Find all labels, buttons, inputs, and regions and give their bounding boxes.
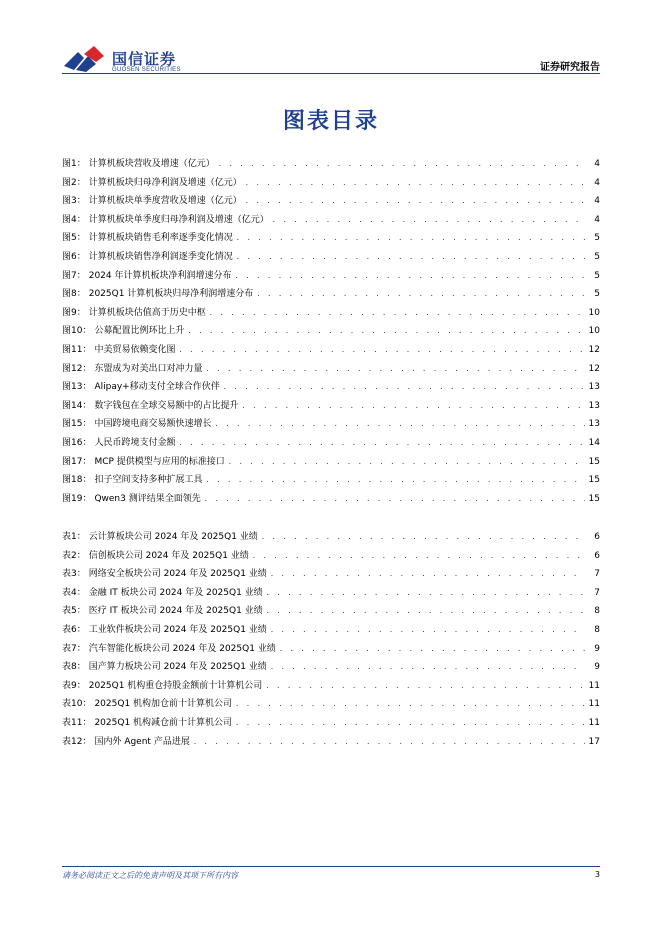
entry-label: 表5：: [62, 606, 86, 617]
entry-title: 汽车智能化板块公司 2024 年及 2025Q1 业绩: [88, 643, 276, 654]
entry-page-number: 4: [594, 177, 600, 188]
table-toc-entry[interactable]: [62, 585, 600, 604]
dot-leader: [272, 216, 585, 224]
entry-page-number: 15: [588, 475, 600, 486]
entry-label: 表4：: [62, 587, 86, 598]
entry-page-number: 9: [594, 643, 600, 654]
entry-label: 图11：: [62, 344, 92, 355]
dot-leader: [235, 719, 585, 727]
figure-toc-entry[interactable]: [62, 286, 600, 305]
entry-title: 计算机板块销售毛利率逐季变化情况: [88, 233, 233, 244]
entry-page-number: 5: [594, 251, 600, 262]
figure-toc-entry[interactable]: [62, 268, 600, 287]
entry-page-number: 10: [588, 326, 600, 337]
entry-page-number: 11: [588, 717, 600, 728]
entry-page-number: 6: [594, 532, 600, 542]
dot-leader: [193, 738, 585, 746]
entry-label: 表12：: [62, 736, 92, 747]
table-toc-entry[interactable]: [62, 696, 600, 715]
entry-page-number: 4: [594, 159, 600, 169]
entry-label: 图6：: [62, 251, 86, 262]
figure-toc-entry[interactable]: [62, 361, 600, 380]
entry-title: 公募配置比例环比上升: [94, 326, 185, 337]
entry-title: 计算机板块销售净利润逐季变化情况: [88, 251, 233, 262]
entry-page-number: 17: [588, 736, 600, 747]
entry-label: 图13：: [62, 382, 92, 393]
entry-title: 扣子空间支持多种扩展工具: [94, 475, 203, 486]
entry-title: Alipay+移动支付全球合作伙伴: [94, 382, 220, 393]
dot-leader: [252, 552, 585, 560]
entry-page-number: 12: [588, 363, 600, 374]
figure-toc-entry[interactable]: [62, 416, 600, 435]
entry-label: 图12：: [62, 363, 92, 374]
entry-title: Qwen3 测评结果全面领先: [94, 493, 201, 504]
entry-page-number: 8: [594, 624, 600, 635]
report-type-label: 证券研究报告: [540, 62, 600, 73]
dot-leader: [236, 234, 585, 242]
entry-label: 图15：: [62, 419, 92, 430]
figure-toc-entry[interactable]: [62, 193, 600, 212]
entry-label: 图3：: [62, 196, 86, 207]
entry-title: 人民币跨境支付金额: [94, 437, 176, 448]
entry-label: 表1：: [62, 532, 86, 542]
figure-toc-entry[interactable]: [62, 175, 600, 194]
entry-page-number: 7: [594, 569, 600, 580]
table-toc-entry[interactable]: [62, 641, 600, 660]
entry-label: 图17：: [62, 456, 92, 467]
entry-label: 图1：: [62, 159, 86, 169]
entry-label: 图2：: [62, 177, 86, 188]
entry-label: 表9：: [62, 680, 86, 691]
entry-title: 2025Q1 机构减仓前十计算机公司: [94, 717, 233, 728]
page-number: 3: [594, 870, 600, 879]
dot-leader: [235, 272, 585, 280]
table-toc-entry[interactable]: [62, 715, 600, 734]
table-toc-entry[interactable]: [62, 529, 600, 548]
entry-page-number: 4: [594, 214, 600, 225]
dot-leader: [205, 365, 585, 373]
dot-leader: [214, 420, 585, 428]
figure-toc-entry[interactable]: [62, 305, 600, 324]
entry-title: 数字钱包在全球交易额中的占比提升: [94, 400, 239, 411]
dot-leader: [245, 197, 585, 205]
dot-leader: [178, 439, 585, 447]
dot-leader: [261, 533, 585, 541]
entry-title: 网络安全板块公司 2024 年及 2025Q1 业绩: [88, 569, 267, 580]
table-toc-entry[interactable]: [62, 734, 600, 753]
table-toc-entry[interactable]: [62, 603, 600, 622]
figure-toc-entry[interactable]: [62, 323, 600, 342]
dot-leader: [270, 663, 585, 671]
entry-label: 图9：: [62, 307, 86, 318]
dot-leader: [235, 700, 585, 708]
figure-toc-entry[interactable]: [62, 249, 600, 268]
entry-page-number: 13: [588, 382, 600, 393]
dot-leader: [256, 290, 585, 298]
dot-leader: [228, 458, 585, 466]
dot-leader: [266, 589, 585, 597]
entry-label: 表2：: [62, 550, 86, 561]
dot-leader: [270, 626, 585, 634]
entry-title: 2025Q1 机构重仓持股金额前十计算机公司: [88, 680, 263, 691]
dot-leader: [209, 309, 585, 317]
guosen-logo-icon: [62, 44, 108, 74]
figure-toc-entry[interactable]: [62, 156, 600, 175]
table-toc-entry[interactable]: [62, 548, 600, 567]
dot-leader: [187, 327, 585, 335]
entry-label: 图4：: [62, 214, 86, 225]
table-toc-entry[interactable]: [62, 659, 600, 678]
entry-page-number: 15: [588, 493, 600, 504]
entry-page-number: 15: [588, 456, 600, 467]
entry-label: 图18：: [62, 475, 92, 486]
figure-toc-entry[interactable]: [62, 454, 600, 473]
entry-page-number: 11: [588, 680, 600, 691]
entry-label: 图19：: [62, 493, 92, 504]
dot-leader: [178, 346, 585, 354]
entry-title: 金融 IT 板块公司 2024 年及 2025Q1 业绩: [88, 587, 263, 598]
figure-list: [62, 156, 600, 509]
figure-toc-entry[interactable]: [62, 230, 600, 249]
entry-label: 图10：: [62, 326, 92, 337]
footer-divider: [62, 866, 600, 867]
dot-leader: [236, 253, 585, 261]
entry-page-number: 6: [594, 550, 600, 561]
footer-disclaimer: 请务必阅读正文之后的免责声明及其项下所有内容: [62, 871, 238, 880]
entry-label: 表10：: [62, 699, 92, 710]
entry-title: 计算机板块营收及增速（亿元）: [88, 159, 215, 169]
entry-page-number: 11: [588, 699, 600, 710]
entry-page-number: 14: [588, 437, 600, 448]
dot-leader: [218, 160, 585, 168]
table-toc-entry[interactable]: [62, 622, 600, 641]
entry-title: 工业软件板块公司 2024 年及 2025Q1 业绩: [88, 624, 267, 635]
entry-title: 计算机板块单季度营收及增速（亿元）: [88, 196, 242, 207]
entry-title: 中国跨境电商交易额快速增长: [94, 419, 212, 430]
dot-leader: [279, 645, 585, 653]
entry-title: 中美贸易依赖变化图: [94, 344, 176, 355]
entry-label: 图7：: [62, 270, 86, 281]
figure-toc-entry[interactable]: [62, 472, 600, 491]
entry-label: 表8：: [62, 662, 86, 673]
entry-label: 图14：: [62, 400, 92, 411]
figure-toc-entry[interactable]: [62, 398, 600, 417]
figure-toc-entry[interactable]: [62, 212, 600, 231]
entry-page-number: 13: [588, 400, 600, 411]
logo-english-name: GUOSEN SECURITIES: [112, 67, 181, 73]
entry-title: 2025Q1 机构加仓前十计算机公司: [94, 699, 233, 710]
entry-label: 表6：: [62, 624, 86, 635]
entry-page-number: 12: [588, 344, 600, 355]
entry-label: 图8：: [62, 289, 86, 300]
entry-title: MCP 提供模型与应用的标准接口: [94, 456, 225, 467]
entry-page-number: 8: [594, 606, 600, 617]
entry-title: 计算机板块单季度归母净利润及增速（亿元）: [88, 214, 269, 225]
entry-title: 国内外 Agent 产品进展: [94, 736, 190, 747]
entry-title: 计算机板块归母净利润及增速（亿元）: [88, 177, 242, 188]
entry-label: 表3：: [62, 569, 86, 580]
page-title: 图表目录: [282, 109, 379, 134]
figure-toc-entry[interactable]: [62, 435, 600, 454]
entry-page-number: 13: [588, 419, 600, 430]
entry-title: 信创板块公司 2024 年及 2025Q1 业绩: [88, 550, 249, 561]
logo-chinese-name: 国信证券: [112, 50, 177, 68]
entry-page-number: 4: [594, 196, 600, 207]
entry-title: 计算机板块估值高于历史中枢: [88, 307, 206, 318]
entry-title: 东盟成为对美出口对冲力量: [94, 363, 203, 374]
header-divider: [62, 73, 600, 74]
page-header: [0, 0, 662, 80]
entry-page-number: 5: [594, 233, 600, 244]
dot-leader: [270, 570, 585, 578]
entry-label: 表7：: [62, 643, 86, 654]
table-toc-entry[interactable]: [62, 566, 600, 585]
entry-page-number: 10: [588, 307, 600, 318]
dot-leader: [223, 383, 585, 391]
entry-title: 2025Q1 计算机板块归母净利润增速分布: [88, 289, 254, 300]
dot-leader: [205, 476, 585, 484]
dot-leader: [266, 607, 585, 615]
figure-toc-entry[interactable]: [62, 342, 600, 361]
entry-label: 图16：: [62, 437, 92, 448]
figure-toc-entry[interactable]: [62, 491, 600, 510]
entry-title: 云计算板块公司 2024 年及 2025Q1 业绩: [88, 532, 258, 542]
entry-title: 医疗 IT 板块公司 2024 年及 2025Q1 业绩: [88, 606, 263, 617]
dot-leader: [241, 402, 585, 410]
entry-title: 国产算力板块公司 2024 年及 2025Q1 业绩: [88, 662, 267, 673]
entry-page-number: 7: [594, 587, 600, 598]
figure-toc-entry[interactable]: [62, 379, 600, 398]
dot-leader: [265, 682, 585, 690]
table-toc-entry[interactable]: [62, 678, 600, 697]
entry-title: 2024 年计算机板块净利润增速分布: [88, 270, 232, 281]
dot-leader: [245, 179, 585, 187]
table-list: [62, 529, 600, 752]
entry-page-number: 5: [594, 270, 600, 281]
entry-label: 图5：: [62, 233, 86, 244]
entry-page-number: 5: [594, 289, 600, 300]
entry-label: 表11：: [62, 717, 92, 728]
entry-page-number: 9: [594, 662, 600, 673]
dot-leader: [204, 495, 585, 503]
